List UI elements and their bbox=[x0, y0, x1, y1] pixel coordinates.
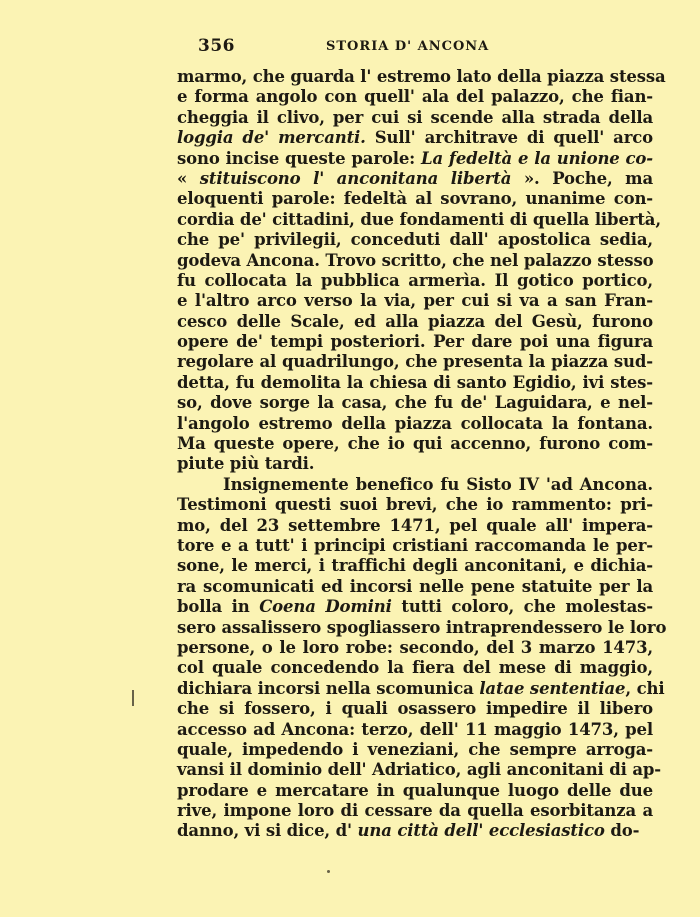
text-segment: tutti coloro, che molestas- bbox=[391, 597, 653, 617]
text-segment: che pe' privilegii, conceduti dall' apostolica sedia, bbox=[177, 230, 653, 250]
text-segment: Ma queste opere, che io qui accenno, furono com- bbox=[177, 434, 653, 454]
text-segment: Insignemente benefico fu Sisto IV 'ad Ancona. bbox=[223, 474, 653, 494]
text-line bbox=[177, 781, 653, 801]
text-segment: , chi bbox=[625, 678, 665, 698]
text-line bbox=[177, 251, 653, 271]
text-line bbox=[177, 475, 653, 495]
text-segment: bolla in bbox=[177, 597, 260, 617]
text-line bbox=[177, 291, 653, 311]
text-segment: Testimoni questi suoi brevi, che io rammento: pri- bbox=[177, 495, 653, 515]
text-line bbox=[177, 230, 653, 250]
text-segment: marmo, che guarda l' estremo lato della piazza stessa bbox=[177, 67, 666, 86]
text-line bbox=[177, 658, 653, 678]
text-line bbox=[177, 108, 653, 128]
text-segment: do- bbox=[604, 821, 640, 841]
text-line bbox=[177, 740, 653, 760]
italic-segment: La fedeltà e la unione co- bbox=[421, 148, 653, 168]
text-segment: e forma angolo con quell' ala del palazzo, che fian- bbox=[177, 87, 653, 107]
text-line bbox=[177, 149, 653, 169]
text-line bbox=[177, 556, 653, 576]
ink-speck bbox=[327, 870, 330, 873]
text-line bbox=[177, 189, 653, 209]
text-line bbox=[177, 536, 653, 556]
text-segment: godeva Ancona. Trovo scritto, che nel palazzo stesso bbox=[177, 250, 654, 270]
text-line bbox=[177, 312, 653, 332]
text-line bbox=[177, 128, 653, 148]
text-segment: cesco delle Scale, ed alla piazza del Gesù, furono bbox=[177, 311, 653, 331]
text-segment: col quale concedendo la fiera del mese di maggio, bbox=[177, 658, 653, 678]
text-line bbox=[177, 597, 653, 617]
text-line bbox=[177, 414, 653, 434]
page-number: 356 bbox=[198, 36, 235, 56]
text-line bbox=[177, 760, 661, 780]
text-segment: vansi il dominio dell' Adriatico, agli anconitani di ap- bbox=[177, 760, 661, 780]
text-line bbox=[177, 434, 653, 454]
text-segment: ». Poche, ma bbox=[511, 168, 653, 188]
text-segment: detta, fu demolita la chiesa di santo Egidio, ivi stes- bbox=[177, 372, 653, 392]
text-segment: quale, impedendo i veneziani, che sempre arroga- bbox=[177, 739, 653, 759]
text-line bbox=[177, 617, 667, 638]
text-line bbox=[177, 271, 653, 291]
text-line bbox=[177, 495, 653, 515]
text-segment: sone, le merci, i traffichi degli anconitani, e dichia- bbox=[177, 556, 653, 576]
text-segment: so, dove sorge la casa, che fu de' Laguidara, e nel- bbox=[177, 393, 653, 413]
text-segment: e l'altro arco verso la via, per cui si va a san Fran- bbox=[177, 291, 653, 311]
italic-segment: loggia de' mercanti. bbox=[177, 128, 366, 148]
text-segment: accesso ad Ancona: terzo, dell' 11 maggio 1473, pel bbox=[177, 719, 653, 739]
text-line bbox=[177, 821, 653, 841]
text-segment: prodare e mercatare in qualunque luogo delle due bbox=[177, 780, 653, 800]
text-segment: regolare al quadrilungo, che presenta la piazza sud- bbox=[177, 352, 653, 372]
text-line bbox=[177, 577, 653, 597]
running-title: STORIA D' ANCONA bbox=[326, 39, 490, 54]
text-line bbox=[177, 209, 661, 230]
text-segment: « bbox=[177, 168, 200, 188]
page-header bbox=[198, 36, 658, 60]
italic-segment: una città dell' ecclesiastico bbox=[357, 821, 605, 841]
text-segment: Sull' architrave di quell' arco bbox=[365, 128, 653, 148]
text-segment: mo, del 23 settembre 1471, pel quale all' impera- bbox=[177, 515, 653, 535]
text-line bbox=[177, 516, 653, 536]
text-segment: sono incise queste parole: bbox=[177, 148, 422, 168]
text-segment: rive, impone loro di cessare da quella esorbitanza a bbox=[177, 801, 653, 821]
text-line bbox=[177, 87, 653, 107]
text-line bbox=[177, 699, 653, 719]
text-segment: danno, vi si dice, d' bbox=[177, 821, 358, 841]
italic-segment: Coena Domini bbox=[259, 597, 392, 617]
text-segment: eloquenti parole: fedeltà al sovrano, unanime con- bbox=[177, 189, 653, 209]
text-segment: cordia de' cittadini, due fondamenti di quella libertà, bbox=[177, 209, 661, 229]
text-segment: fu collocata la pubblica armerìa. Il gotico portico, bbox=[177, 270, 653, 290]
text-line bbox=[177, 67, 666, 87]
text-segment: persone, o le loro robe: secondo, del 3 marzo 1473, bbox=[177, 637, 653, 657]
text-line bbox=[177, 720, 653, 740]
text-line bbox=[177, 638, 653, 658]
text-line bbox=[177, 373, 653, 393]
body-text bbox=[177, 67, 667, 842]
text-segment: tore e a tutt' i principi cristiani raccomanda le per- bbox=[177, 535, 653, 555]
margin-mark bbox=[132, 690, 134, 706]
text-segment: ra scomunicati ed incorsi nelle pene statuite per la bbox=[177, 576, 653, 596]
text-segment: dichiara incorsi nella scomunica bbox=[177, 678, 480, 698]
text-line bbox=[177, 332, 653, 352]
italic-segment: latae sententiae bbox=[479, 678, 626, 698]
text-line bbox=[177, 169, 653, 189]
text-line bbox=[177, 678, 665, 699]
italic-segment: stituiscono l' anconitana libertà bbox=[199, 168, 512, 188]
text-segment: che si fossero, i quali osassero impedire il libero bbox=[177, 699, 653, 719]
text-segment: l'angolo estremo della piazza collocata la fontana. bbox=[177, 413, 653, 433]
text-line bbox=[177, 801, 653, 821]
text-line bbox=[177, 454, 653, 474]
text-segment: sero assalissero spogliassero intraprendessero le loro bbox=[177, 617, 667, 637]
text-segment: piute più tardi. bbox=[177, 454, 315, 474]
text-segment: opere de' tempi posteriori. Per dare poi una figura bbox=[177, 332, 653, 352]
text-line bbox=[177, 352, 653, 372]
text-segment: cheggia il clivo, per cui si scende alla strada della bbox=[177, 107, 653, 127]
text-line bbox=[177, 393, 653, 413]
